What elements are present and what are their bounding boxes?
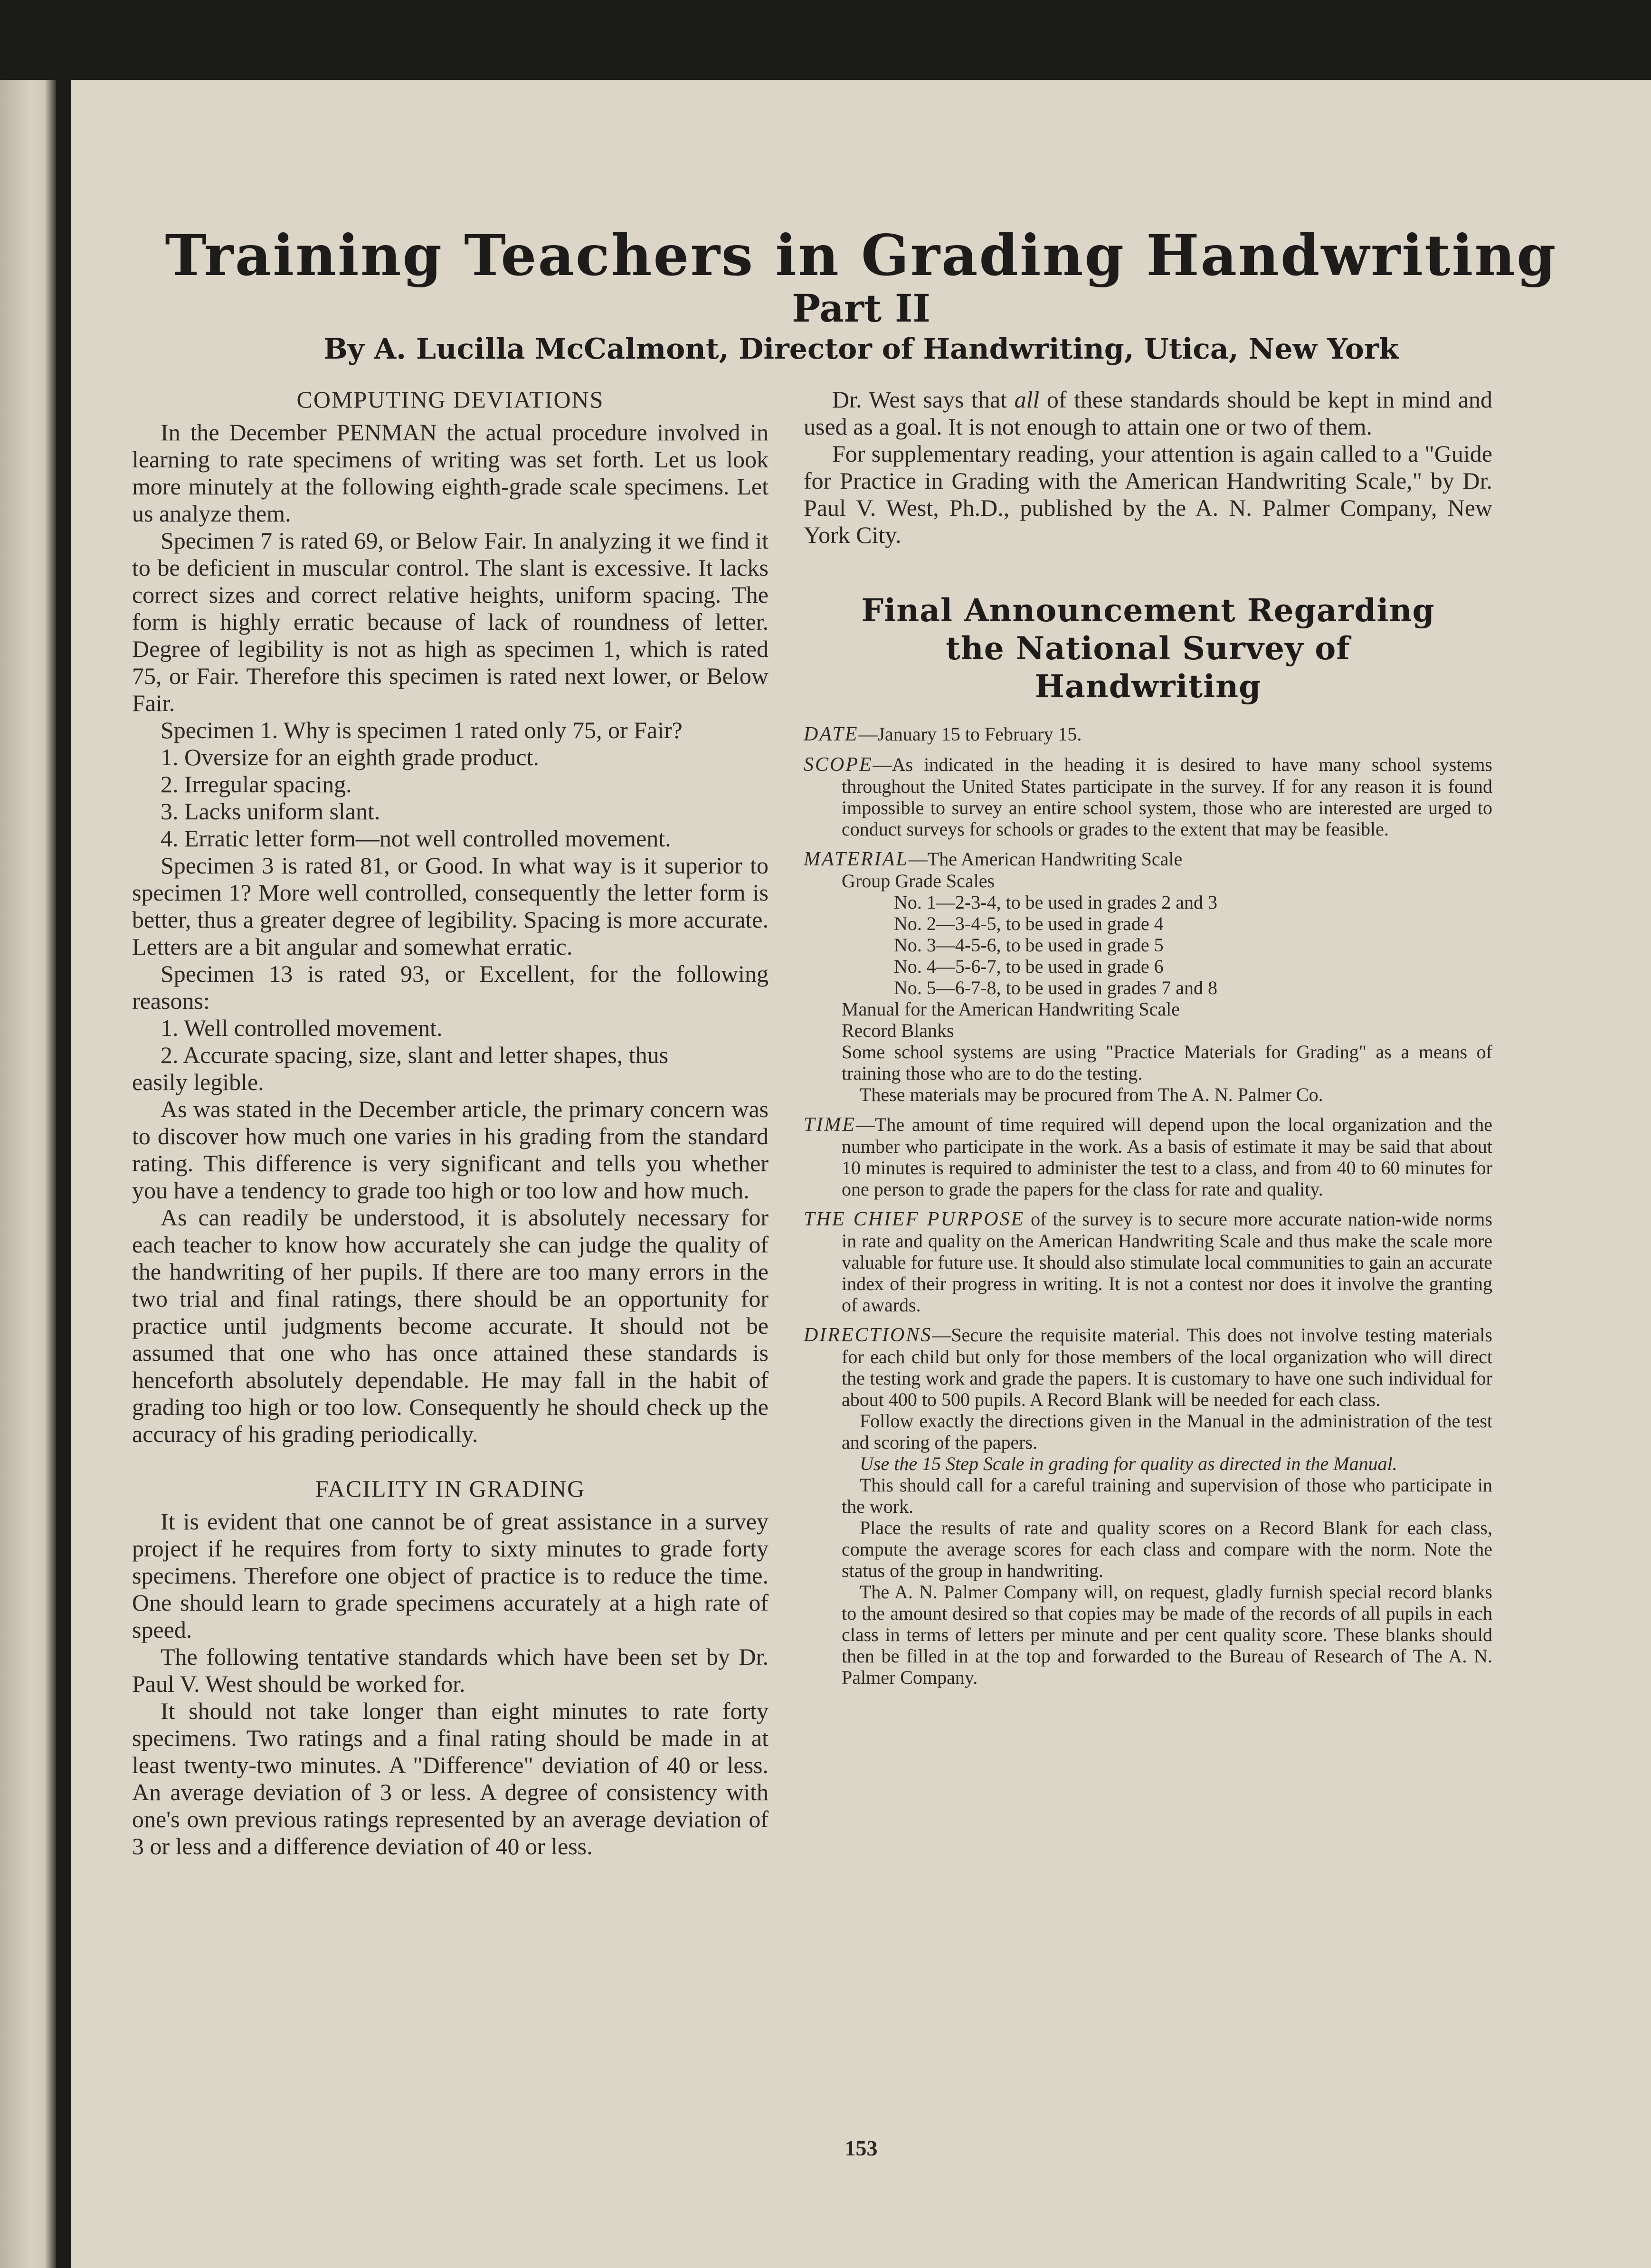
list-item: 3. Lacks uniform slant. [161,798,380,825]
paragraph: In the December PENMAN the actual procedure involved in learning to rate specimens of writing was set forth. Let us look more minutely at the following eighth-grade scale specimens. Let us analyze them. [132,419,769,527]
directions-paragraph: The A. N. Palmer Company will, on request, gladly furnish special record blanks to the amount desired so that copies may be made of the records of all pupils in each class in terms of letters per minute and per cent quality score. These blanks should then be filled in at the top and forwarded to the Bureau of Research of The A. N. Palmer Company. [842,1581,1492,1688]
directions-paragraph: Place the results of rate and quality scores on a Record Blank for each class, compute the average scores for each class and compare with the norm. Note the status of the group in handwriting. [842,1517,1492,1581]
entry-key: DIRECTIONS [804,1324,932,1346]
entry-text: —The American Handwriting Scale [908,848,1183,870]
paragraph [804,386,1492,440]
directions-paragraph: Follow exactly the directions given in the Manual in the administration of the test and scoring of the papers. [842,1410,1492,1453]
announcement-scope [804,754,1492,840]
material-group: Group Grade Scales [842,870,995,892]
entry-text: of the survey is to secure more accurate nation-wide norms in rate and quality on the American Handwriting Scale and thus make the scale more valuable for future use. It should also stimulate local communities to gain an accurate index of their progress in writing. It is not a contest nor does it involve the granting of awards. [842,1208,1492,1316]
paragraph: As was stated in the December article, the primary concern was to discover how much one varies in his grading from the standard rating. This difference is very significant and tells you whether you have a tendency to grade too high or too low and how much. [132,1096,769,1204]
article-title: Training Teachers in Grading Handwriting [165,222,1557,288]
entry-text: —January 15 to February 15. [858,723,1082,745]
announcement-body [804,723,1492,1688]
section-heading-computing-deviations: COMPUTING DEVIATIONS [296,386,604,413]
material-practice: Some school systems are using "Practice Materials for Grading" as a means of training those who are to do the testing. [842,1041,1492,1084]
paragraph: Specimen 1. Why is specimen 1 rated only 75, or Fair? [161,717,683,743]
material-manual: Manual for the American Handwriting Scale [842,998,1180,1020]
entry-key: SCOPE [804,754,873,776]
scale-item: No. 2—3-4-5, to be used in grade 4 [894,913,1164,934]
paragraph: Specimen 7 is rated 69, or Below Fair. In analyzing it we find it to be deficient in muscular control. The slant is excessive. It lacks correct sizes and correct relative heights, uniform spacing. The form is highly erratic because of lack of roundness of letter. Degree of legibility is not as high as specimen 1, which is rated 75, or Fair. Therefore this specimen is rated next lower, or Below Fair. [132,527,769,716]
directions-paragraph: Use the 15 Step Scale in grading for quality as directed in the Manual. [860,1453,1397,1474]
entry-text: —The amount of time required will depend upon the local organization and the number who participate in the work. As a basis of estimate it may be said that about 10 minutes is required to administer the test to a class, and from 40 to 60 minutes for one person to grade the papers for the class for rate and quality. [842,1114,1492,1200]
list-item: 2. Accurate spacing, size, slant and letter shapes, thus [161,1042,669,1068]
list-item: 1. Oversize for an eighth grade product. [161,744,539,770]
scale-item: No. 1—2-3-4, to be used in grades 2 and 3 [894,892,1217,913]
announcement-title [804,591,1492,705]
emphasis: all [1014,386,1040,413]
paragraph: Specimen 13 is rated 93, or Excellent, for the following reasons: [132,960,769,1014]
article-byline: By A. Lucilla McCalmont, Director of Handwriting, Utica, New York [323,332,1399,366]
scale-item: No. 5—6-7-8, to be used in grades 7 and 8 [894,977,1217,998]
paragraph: For supplementary reading, your attention is again called to a "Guide for Practice in Grading with the American Handwriting Scale," by Dr. Paul V. West, Ph.D., published by the A. N. Palmer Company, New York City. [804,440,1492,548]
entry-text: —As indicated in the heading it is desired to have many school systems throughout the United States participate in the survey. If for any reason it is found impossible to survey an entire school system, those who are interested are urged to conduct surveys for schools or grades to the extent that may be feasible. [842,754,1492,840]
announcement-purpose [804,1208,1492,1316]
list-item-continuation: easily legible. [132,1069,264,1095]
entry-key: TIME [804,1114,856,1136]
entry-text: —Secure the requisite material. This does not involve testing materials for each child but only for those members of the local organization who will direct the testing work and grade the papers. It is customary to have one such individual for about 400 to 500 pupils. A Record Blank will be needed for each class. [842,1324,1492,1410]
list-item: 2. Irregular spacing. [161,771,352,797]
left-column [132,386,769,1860]
text-run: of these standards should be kept in mind and used as a goal. It is not enough to attain one or two of them. [804,386,1492,440]
announcement-material [804,848,1492,870]
paragraph: It should not take longer than eight minutes to rate forty specimens. Two ratings and a final rating should be made in at least twenty-two minutes. A "Difference" deviation of 40 or less. An average deviation of 3 or less. A degree of consistency with one's own previous ratings represented by an average deviation of 3 or less and a difference deviation of 40 or less. [132,1698,769,1860]
list-item: 4. Erratic letter form—not well controlled movement. [161,825,671,852]
right-column [804,386,1492,1688]
entry-key: MATERIAL [804,848,909,870]
announcement-date [804,723,1492,745]
entry-key: THE CHIEF PURPOSE [804,1208,1025,1230]
entry-key: DATE [804,723,859,745]
document-page [71,80,1651,2268]
announcement-title-line: the National Survey of [946,630,1350,667]
paragraph: As can readily be understood, it is absolutely necessary for each teacher to know how accurately she can judge the quality of the handwriting of her pupils. If there are too many errors in the two trial and final ratings, there should be an opportunity for practice until judgments become accurate. It should not be assumed that one who has once attained these standards is henceforth absolutely dependable. He may fall in the habit of grading too high or too low. Consequently he should check up the accuracy of his grading periodically. [132,1204,769,1447]
section-heading-facility-in-grading: FACILITY IN GRADING [315,1475,586,1502]
announcement-directions [804,1324,1492,1410]
list-item: 1. Well controlled movement. [161,1015,443,1041]
scale-item: No. 3—4-5-6, to be used in grade 5 [894,934,1164,956]
page-number: 153 [844,2136,878,2160]
text-run: Dr. West says that [832,386,1015,413]
paragraph: It is evident that one cannot be of great assistance in a survey project if he requires from forty to sixty minutes to grade forty specimens. Therefore one object of practice is to reduce the time. One should learn to grade specimens accurately at a high rate of speed. [132,1508,769,1643]
directions-paragraph: This should call for a careful training and supervision of those who participate in the work. [842,1474,1492,1517]
material-procured: These materials may be procured from The A. N. Palmer Co. [860,1084,1323,1105]
announcement-title-line: Handwriting [1034,668,1262,705]
article-part: Part II [792,286,930,331]
paragraph: Specimen 3 is rated 81, or Good. In what way is it superior to specimen 1? More well controlled, consequently the letter form is better, thus a greater degree of legibility. Spacing is more accurate. Letters are a bit angular and somewhat erratic. [132,852,769,960]
scale-item: No. 4—5-6-7, to be used in grade 6 [894,956,1164,977]
book-spine [0,80,56,2268]
announcement-time [804,1114,1492,1200]
material-blanks: Record Blanks [842,1020,954,1041]
paragraph: The following tentative standards which have been set by Dr. Paul V. West should be worked for. [132,1643,769,1697]
announcement-title-line: Final Announcement Regarding [861,592,1435,629]
